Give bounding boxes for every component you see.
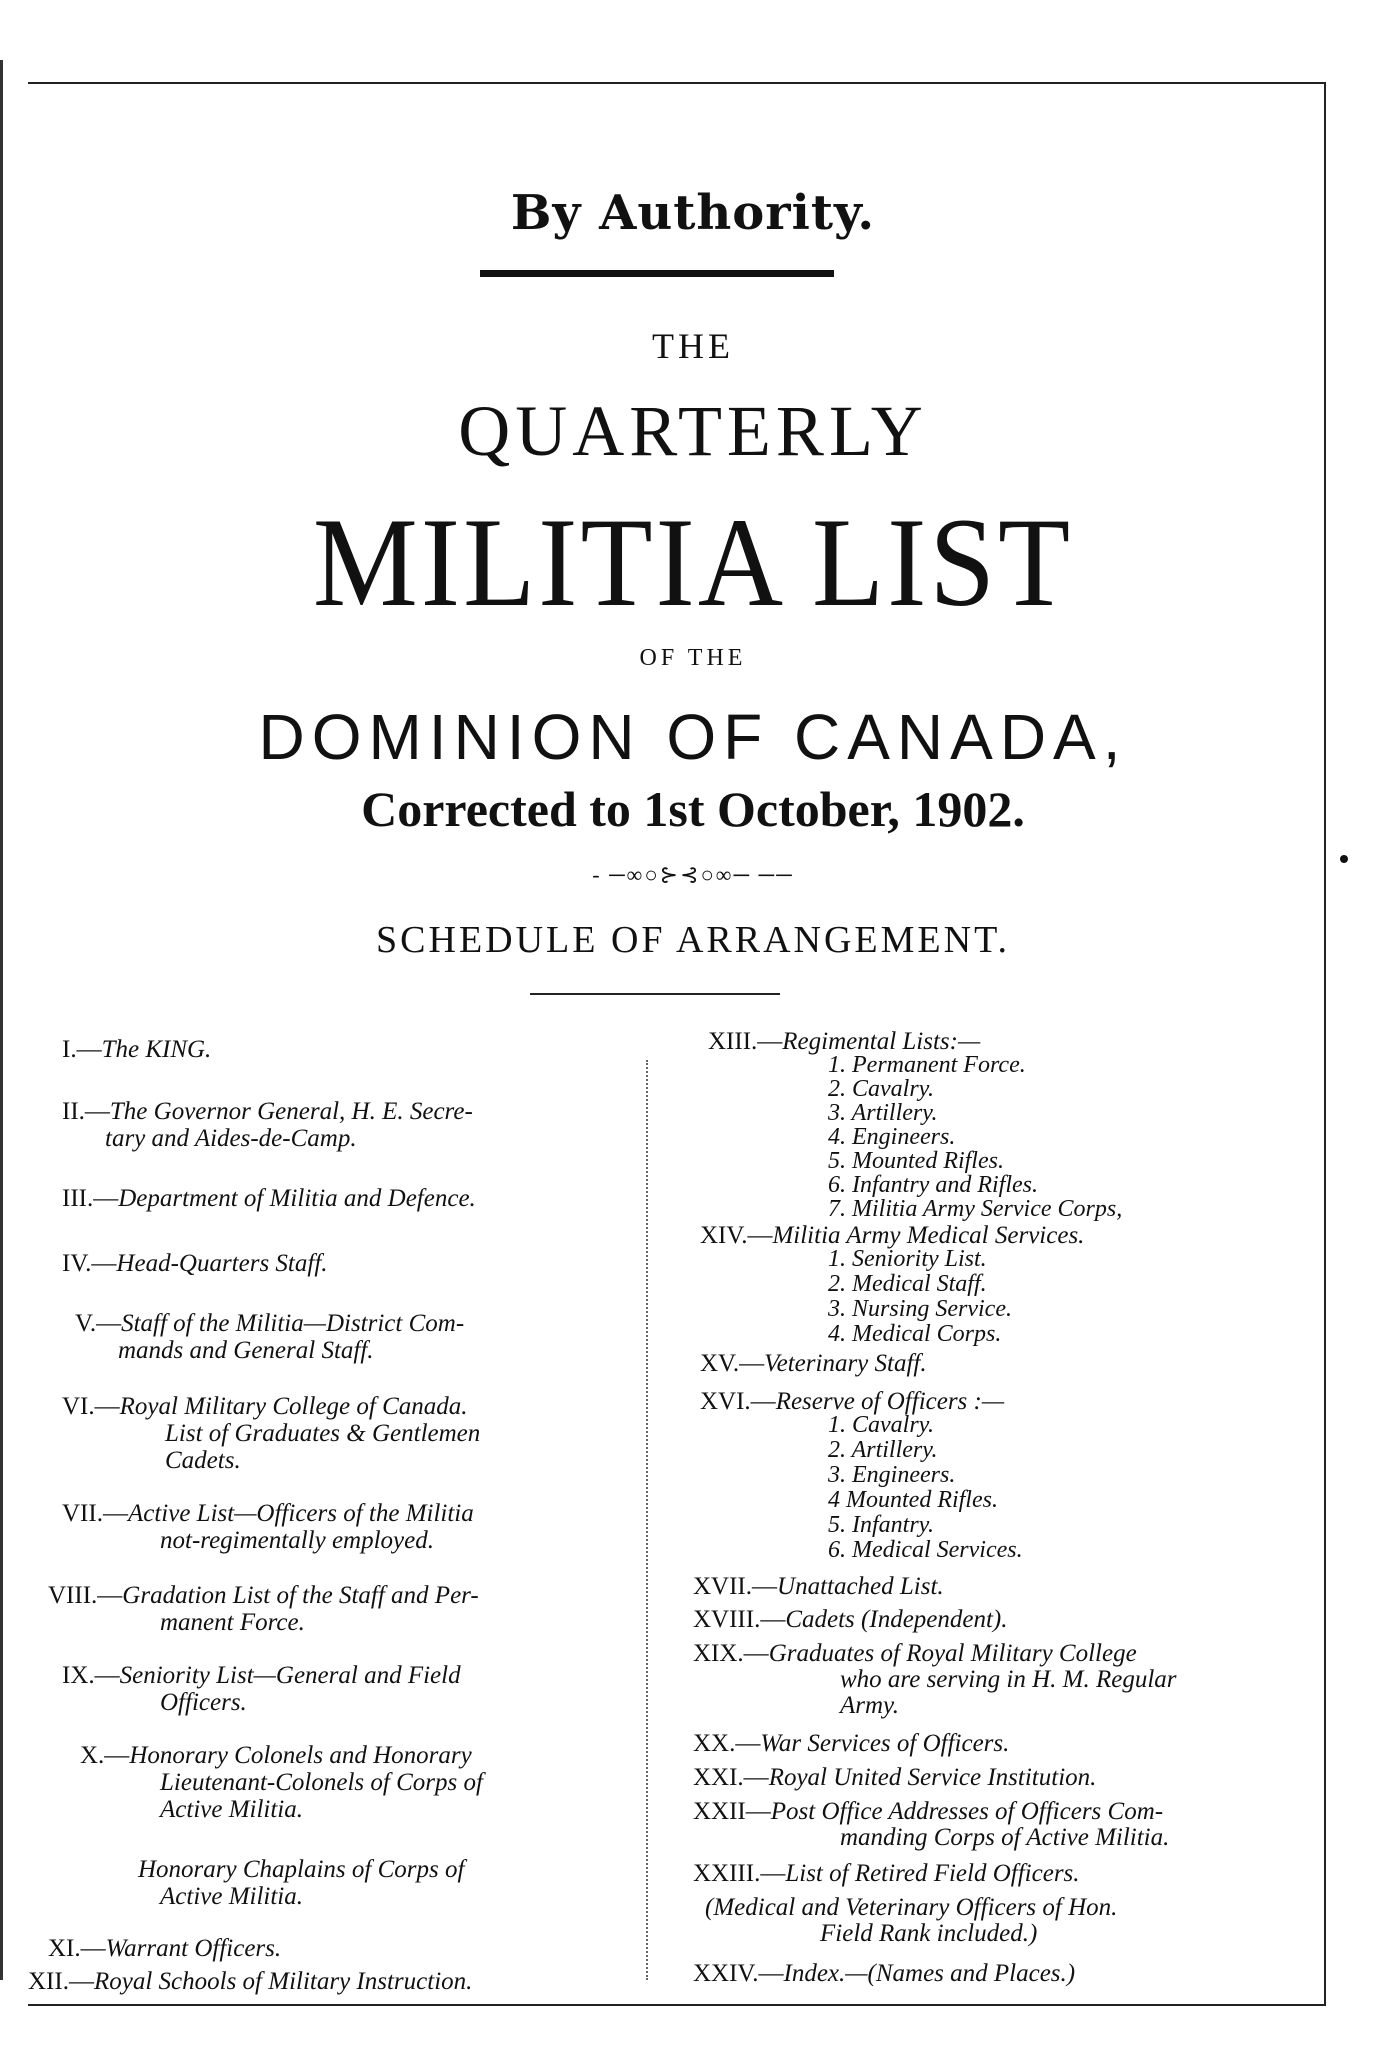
entry-vi-cont2: Cadets. [165, 1447, 241, 1474]
xvi-item-4: 4 Mounted Rifles. [828, 1487, 998, 1513]
entry-xvi: XVI.—Reserve of Officers :— [700, 1388, 1005, 1415]
corrected-date: Corrected to 1st October, 1902. [361, 781, 1025, 837]
entry-xiv: XIV.—Militia Army Medical Services. [700, 1222, 1085, 1249]
entry-vi-cont: List of Graduates & Gentlemen [165, 1420, 481, 1447]
xvi-item-6: 6. Medical Services. [828, 1537, 1023, 1563]
entry-viii-cont: manent Force. [160, 1609, 305, 1636]
entry-ii: II.—The Governor General, H. E. Secre- [62, 1098, 473, 1125]
xiii-item-1: 1. Permanent Force. [828, 1052, 1026, 1078]
entry-vi: VI.—Royal Military College of Canada. [62, 1393, 468, 1420]
entry-xix-cont2: Army. [840, 1692, 900, 1719]
entry-xiii: XIII.—Regimental Lists:— [708, 1028, 981, 1055]
entry-xv: XV.—Veterinary Staff. [700, 1350, 927, 1377]
entry-ix-cont: Officers. [160, 1689, 247, 1716]
xiii-item-4: 4. Engineers. [828, 1124, 956, 1150]
entry-xvii: XVII.—Unattached List. [693, 1573, 944, 1600]
schedule-heading: SCHEDULE OF ARRANGEMENT. [376, 919, 1010, 961]
entry-iv: IV.—Head-Quarters Staff. [62, 1250, 328, 1277]
xiv-item-4: 4. Medical Corps. [828, 1321, 1002, 1347]
title-of-the: OF THE [639, 645, 747, 671]
xiv-item-2: 2. Medical Staff. [828, 1271, 987, 1297]
title-militia-list: MILITIA LIST [312, 491, 1074, 634]
entry-v: V.—Staff of the Militia—District Com- [75, 1310, 465, 1337]
title-dominion: DOMINION OF CANADA, [258, 701, 1128, 773]
entry-xxi: XXI.—Royal United Service Institution. [693, 1764, 1097, 1791]
xiii-item-5: 5. Mounted Rifles. [828, 1148, 1004, 1174]
xiv-item-1: 1. Seniority List. [828, 1246, 987, 1272]
entry-ix: IX.—Seniority List—General and Field [62, 1662, 461, 1689]
entry-i: I.—The KING. [62, 1036, 212, 1063]
entry-v-cont: mands and General Staff. [118, 1337, 374, 1364]
xiii-item-3: 3. Artillery. [828, 1100, 938, 1126]
entry-chaplains-cont: Active Militia. [160, 1883, 304, 1910]
xvi-item-1: 1. Cavalry. [828, 1412, 934, 1438]
entry-chaplains: Honorary Chaplains of Corps of [138, 1856, 465, 1883]
authority-underline [480, 270, 834, 277]
xvi-item-5: 5. Infantry. [828, 1512, 934, 1538]
entry-vii: VII.—Active List—Officers of the Militia [62, 1500, 474, 1527]
title-quarterly: QUARTERLY [458, 391, 928, 471]
entry-xix: XIX.—Graduates of Royal Military College [693, 1640, 1137, 1667]
entry-xix-cont: who are serving in H. M. Regular [840, 1666, 1177, 1693]
entry-xi: XI.—Warrant Officers. [48, 1935, 282, 1962]
entry-x: X.—Honorary Colonels and Honorary [80, 1742, 472, 1769]
xvi-item-2: 2. Artillery. [828, 1437, 938, 1463]
entry-iii: III.—Department of Militia and Defence. [62, 1185, 476, 1212]
entry-x-cont: Lieutenant-Colonels of Corps of [160, 1769, 483, 1796]
xiv-item-3: 3. Nursing Service. [828, 1296, 1012, 1322]
entry-ii-cont: tary and Aides-de-Camp. [105, 1125, 357, 1152]
entry-vii-cont: not-regimentally employed. [160, 1527, 434, 1554]
entry-xxiv: XXIV.—Index.—(Names and Places.) [693, 1960, 1076, 1987]
entry-xviii: XVIII.—Cadets (Independent). [693, 1606, 1008, 1633]
entry-xii: XII.—Royal Schools of Military Instruction. [28, 1968, 473, 1995]
entry-xxiii-note: (Medical and Veterinary Officers of Hon. [705, 1894, 1118, 1921]
title-the: THE [652, 326, 734, 366]
page-border [28, 82, 1326, 2006]
entry-x-cont2: Active Militia. [160, 1796, 304, 1823]
xiii-item-7: 7. Militia Army Service Corps, [828, 1196, 1123, 1222]
entry-xx: XX.—War Services of Officers. [693, 1730, 1010, 1757]
entry-xxiii-note-cont: Field Rank included.) [820, 1920, 1038, 1947]
entry-viii: VIII.—Gradation List of the Staff and Per- [48, 1582, 479, 1609]
entry-xxii-cont: manding Corps of Active Militia. [840, 1824, 1170, 1851]
xiii-item-6: 6. Infantry and Rifles. [828, 1172, 1038, 1198]
ornament-divider: - ─∞○⊱⊰○∞─ ── [592, 862, 794, 887]
entry-xxii: XXII—Post Office Addresses of Officers Com- [693, 1798, 1164, 1825]
xiii-item-2: 2. Cavalry. [828, 1076, 934, 1102]
by-authority-heading: By Authority. [510, 185, 876, 241]
column-divider [646, 1060, 648, 1980]
schedule-rule [530, 993, 780, 995]
entry-xxiii: XXIII.—List of Retired Field Officers. [693, 1860, 1080, 1887]
xvi-item-3: 3. Engineers. [828, 1462, 956, 1488]
